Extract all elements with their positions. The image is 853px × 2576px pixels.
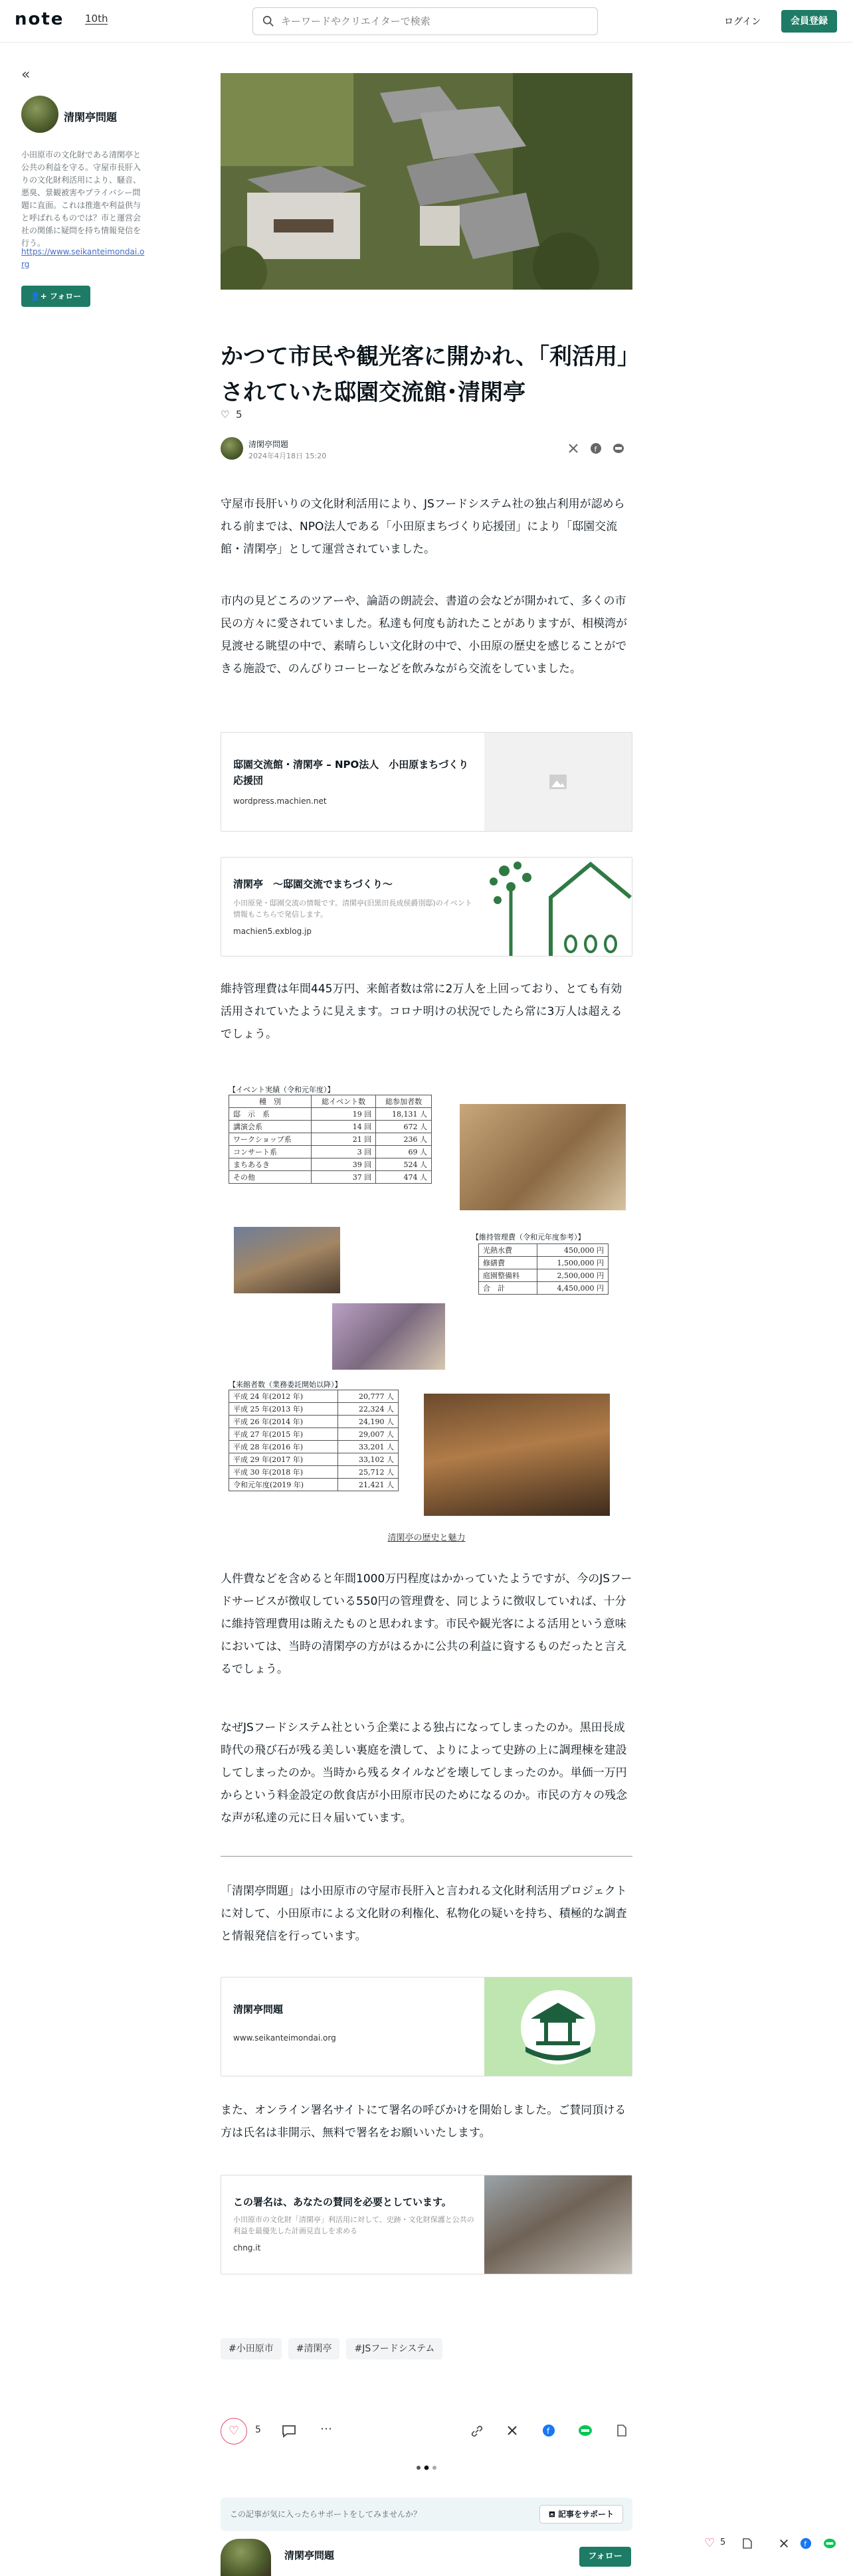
avatar[interactable] bbox=[21, 96, 58, 133]
x-share-icon[interactable] bbox=[567, 442, 579, 454]
photo-interior bbox=[424, 1394, 610, 1516]
facebook-share-icon[interactable] bbox=[590, 442, 602, 454]
x-share-icon[interactable] bbox=[506, 2425, 518, 2437]
add-user-icon: 👤+ bbox=[30, 292, 47, 301]
line-share-icon[interactable] bbox=[613, 442, 624, 454]
likes-value: 5 bbox=[236, 409, 242, 420]
table-cell: 22,324 人 bbox=[338, 1403, 399, 1416]
support-prompt: この記事が気に入ったらサポートをしてみませんか？ bbox=[230, 2510, 422, 2519]
creator-website-link[interactable]: https://www.seikanteimondai.org bbox=[21, 247, 145, 269]
hashtag-seikantei[interactable]: #清閑亭 bbox=[288, 2338, 340, 2359]
photo-display-room bbox=[460, 1104, 626, 1210]
table-row bbox=[229, 1121, 432, 1133]
table-row bbox=[229, 1466, 399, 1479]
facebook-share-icon[interactable] bbox=[542, 2424, 555, 2437]
facility-stats-figure bbox=[221, 1077, 632, 1539]
floating-share-bar bbox=[704, 2532, 844, 2555]
table-cell: 1,500,000 円 bbox=[537, 1257, 608, 1269]
hashtag-list bbox=[221, 2338, 449, 2359]
creator-description: 小田原市の文化財である清閑亭と公共の利益を守る。守屋市長肝入りの文化財利活用により、騒音、悪臭、景観被害やプライバシー問題に直面。これは推進や利益供与と呼ばれるものでは？市と運営会社の関係に疑問を持ち情報発信を行う。 bbox=[21, 150, 142, 248]
search-input[interactable] bbox=[281, 8, 587, 35]
note-logo[interactable]: note bbox=[15, 9, 64, 29]
table-cell: 平成 27 年(2015 年) bbox=[229, 1428, 338, 1441]
table-row bbox=[479, 1282, 609, 1295]
costs-table-title: 【維持管理費（令和元年度参考）】 bbox=[472, 1233, 585, 1242]
table-cell: 3 回 bbox=[312, 1146, 376, 1158]
float-like-count[interactable]: 5 bbox=[720, 2537, 726, 2547]
table-row bbox=[229, 1441, 399, 1453]
article-title: かつて市民や観光客に開かれ、｢利活用｣されていた邸園交流館･清閑亭 bbox=[221, 343, 629, 406]
table-cell: ワークショップ系 bbox=[229, 1133, 312, 1146]
table-cell: 平成 28 年(2016 年) bbox=[229, 1441, 338, 1453]
paragraph-2: 市内の見どころのツアーや、論語の朗読会、書道の会などが開かれて、多くの市民の方々に愛されていました。私達も何度も訪れたことがありますが、相模湾が見渡せる眺望の中で、素晴らしい文化財の中で、小田原の歴史を感じることができる施設で、のんびりコーヒーなどを飲みながら交流をしていました。 bbox=[221, 595, 627, 676]
table-cell: 修繕費 bbox=[479, 1257, 537, 1269]
creator-name[interactable]: 清閑亭問題 bbox=[64, 111, 118, 124]
table-cell: 20,777 人 bbox=[338, 1390, 399, 1403]
signup-button[interactable]: 会員登録 bbox=[781, 10, 837, 33]
card-thumbnail-building-photo bbox=[484, 2175, 632, 2274]
heart-icon[interactable]: ♡ bbox=[704, 2536, 715, 2550]
search-box[interactable] bbox=[252, 7, 598, 35]
table-row bbox=[229, 1453, 399, 1466]
like-button[interactable] bbox=[221, 2418, 247, 2444]
site-header bbox=[0, 0, 853, 43]
facebook-share-icon[interactable] bbox=[800, 2537, 812, 2549]
table-header: 総参加者数 bbox=[376, 1095, 432, 1108]
card-thumbnail bbox=[484, 858, 632, 957]
link-card-machien[interactable] bbox=[221, 732, 632, 832]
line-share-icon[interactable] bbox=[578, 2424, 593, 2437]
table-cell: 21 回 bbox=[312, 1133, 376, 1146]
comment-icon[interactable] bbox=[282, 2425, 296, 2438]
table-cell: 平成 25 年(2013 年) bbox=[229, 1403, 338, 1416]
embed-icon[interactable] bbox=[615, 2424, 628, 2437]
pavilion-logo-icon bbox=[484, 1978, 632, 2076]
table-cell: 平成 29 年(2017 年) bbox=[229, 1453, 338, 1466]
author-avatar[interactable] bbox=[221, 437, 243, 460]
table-cell: 33,201 人 bbox=[338, 1441, 399, 1453]
card-thumbnail-placeholder bbox=[484, 733, 632, 832]
table-row bbox=[229, 1108, 432, 1121]
like-count[interactable]: 5 bbox=[255, 2425, 261, 2435]
paragraph-6: 「清閑亭問題」は小田原市の守屋市長肝入と言われる文化財利活用プロジェクトに対して、小田原市による文化財の利権化、私物化の疑いを持ち、積極的な調査と情報発信を行っています。 bbox=[221, 1885, 627, 1943]
table-row bbox=[479, 1257, 609, 1269]
visitors-table bbox=[229, 1390, 399, 1491]
table-cell: 24,190 人 bbox=[338, 1416, 399, 1428]
table-cell: 21,421 人 bbox=[338, 1479, 399, 1491]
login-link[interactable]: ログイン bbox=[724, 17, 761, 27]
table-cell: 37 回 bbox=[312, 1171, 376, 1184]
table-cell: 講演会系 bbox=[229, 1121, 312, 1133]
heart-icon: ♡ bbox=[228, 2424, 240, 2438]
photo-lecture bbox=[234, 1227, 340, 1293]
table-cell: 524 人 bbox=[376, 1158, 432, 1171]
photo-workshop bbox=[332, 1303, 445, 1370]
heart-icon: ♡ bbox=[221, 409, 230, 420]
table-cell: 平成 30 年(2018 年) bbox=[229, 1466, 338, 1479]
table-cell: 庭園整備料 bbox=[479, 1269, 537, 1282]
bottom-author-row bbox=[221, 2536, 632, 2576]
table-cell: 29,007 人 bbox=[338, 1428, 399, 1441]
collapse-sidebar-icon[interactable]: « bbox=[21, 66, 31, 83]
paragraph-1: 守屋市長肝いりの文化財利活用により、JSフードシステム社の独占利用が認められる前までは、NPO法人である「小田原まちづくり応援団」により「邸園交流館・清閑亭」として運営されていました。 bbox=[221, 498, 625, 556]
link-card-seikanteimondai[interactable] bbox=[221, 1977, 632, 2076]
events-table bbox=[229, 1095, 432, 1184]
costs-table bbox=[478, 1243, 609, 1295]
table-row bbox=[229, 1390, 399, 1403]
table-row bbox=[229, 1416, 399, 1428]
table-row bbox=[229, 1479, 399, 1491]
table-row bbox=[479, 1244, 609, 1257]
table-header: 種 別 bbox=[229, 1095, 312, 1108]
events-table-title: 【イベント実績（令和元年度）】 bbox=[229, 1085, 335, 1094]
table-cell: 平成 26 年(2014 年) bbox=[229, 1416, 338, 1428]
support-icon: ⛾ bbox=[548, 2510, 555, 2519]
table-cell: 69 人 bbox=[376, 1146, 432, 1158]
card-url: www.seikanteimondai.org bbox=[233, 2033, 336, 2043]
table-row bbox=[229, 1158, 432, 1171]
table-cell: 236 人 bbox=[376, 1133, 432, 1146]
follow-label: フォロー bbox=[49, 292, 82, 301]
card-description: 小田原市の文化財「清閑亭」利活用に対して、史跡・文化財保護と公共の利益を最優先した計画見直しを求める bbox=[233, 2215, 474, 2235]
svg-text:f: f bbox=[594, 445, 597, 454]
divider bbox=[221, 1856, 632, 1857]
card-title: 清閑亭 ～邸園交流でまちづくり～ bbox=[233, 878, 393, 890]
figure-caption[interactable]: 清閑亭の歴史と魅力 bbox=[387, 1533, 466, 1543]
table-cell: 19 回 bbox=[312, 1108, 376, 1121]
author-avatar[interactable] bbox=[221, 2539, 271, 2576]
table-row bbox=[479, 1269, 609, 1282]
card-url: chng.it bbox=[233, 2243, 261, 2253]
table-cell: 18,131 人 bbox=[376, 1108, 432, 1121]
table-cell: コンサート系 bbox=[229, 1146, 312, 1158]
publish-date: 2024年4月18日 15:20 bbox=[248, 452, 327, 460]
table-cell: 672 人 bbox=[376, 1121, 432, 1133]
follow-button[interactable] bbox=[21, 286, 90, 307]
article-action-bar bbox=[221, 2417, 632, 2448]
card-thumbnail bbox=[484, 1978, 632, 2076]
table-row bbox=[229, 1428, 399, 1441]
paragraph-5: なぜJSフードシステム社という企業による独占になってしまったのか。黒田長成時代の飛び石が残る美しい裏庭を潰して、よりによって史跡の上に調理棟を建設してしまったのか。当時から残るタイルなどを壊してしまったのか。単価一万円からという料金設定の飲食店が小田原市民のためになるのか。市民の方々の残念な声が私達の元に日々届いています。 bbox=[221, 1721, 627, 1825]
image-placeholder-icon bbox=[484, 733, 632, 832]
card-title: 邸園交流館・清閑亭 – NPO法人 小田原まちづくり応援団 bbox=[233, 759, 469, 786]
svg-text:f: f bbox=[804, 2539, 807, 2549]
author-name[interactable]: 清閑亭問題 bbox=[248, 440, 289, 449]
table-row bbox=[229, 1133, 432, 1146]
embed-icon[interactable] bbox=[741, 2537, 753, 2549]
table-header: 総イベント数 bbox=[312, 1095, 376, 1108]
card-url: machien5.exblog.jp bbox=[233, 927, 312, 936]
table-cell: その他 bbox=[229, 1171, 312, 1184]
search-icon bbox=[262, 15, 274, 27]
events-header-row bbox=[229, 1095, 432, 1108]
support-article-button[interactable] bbox=[539, 2505, 623, 2524]
carousel-dots[interactable] bbox=[413, 2464, 440, 2471]
table-cell: 4,450,000 円 bbox=[537, 1282, 608, 1295]
table-cell: 合 計 bbox=[479, 1282, 537, 1295]
card-description: 小田原発・邸園交流の情報です。清閑亭(旧黒田長成侯爵別邸)のイベント情報もこちらで発信します。 bbox=[233, 899, 472, 919]
more-options-icon[interactable]: ⋯ bbox=[320, 2422, 332, 2436]
logo-badge: 10th bbox=[85, 13, 108, 25]
card-url: wordpress.machien.net bbox=[233, 796, 327, 806]
table-cell: 14 回 bbox=[312, 1121, 376, 1133]
table-cell: 令和元年度(2019 年) bbox=[229, 1479, 338, 1491]
table-cell: 光熱水費 bbox=[479, 1244, 537, 1257]
hashtag-odawara[interactable]: #小田原市 bbox=[221, 2338, 282, 2359]
follow-button[interactable]: フォロー bbox=[579, 2547, 631, 2567]
support-box bbox=[221, 2498, 632, 2531]
house-logo-illustration bbox=[484, 858, 632, 957]
support-label: 記事をサポート bbox=[557, 2510, 614, 2519]
line-share-icon[interactable] bbox=[822, 2537, 837, 2549]
table-cell: 25,712 人 bbox=[338, 1466, 399, 1479]
copy-link-icon[interactable] bbox=[470, 2425, 484, 2438]
link-card-exblog[interactable] bbox=[221, 857, 632, 957]
card-title: 清閑亭問題 bbox=[233, 2003, 284, 2015]
table-cell: 450,000 円 bbox=[537, 1244, 608, 1257]
hashtag-js-food-system[interactable]: #JSフードシステム bbox=[346, 2338, 442, 2359]
svg-text:f: f bbox=[547, 2427, 550, 2436]
visitors-table-title: 【来館者数（業務委託開始以降）】 bbox=[229, 1380, 342, 1389]
author-name[interactable]: 清閑亭問題 bbox=[284, 2549, 335, 2561]
table-row bbox=[229, 1403, 399, 1416]
table-cell: 邸 示 系 bbox=[229, 1108, 312, 1121]
hero-image bbox=[221, 73, 632, 290]
paragraph-4: 人件費などを含めると年間1000万円程度はかかっていたようですが、今のJSフードサービスが徴収している550円の管理費を、同じように徴収していれば、十分に維持管理費用は賄えたものと思われます。市民や観光客による活用という意味においては、当時の清閑亭の方がはるかに公共の利益に資するものだったと言えるでしょう。 bbox=[221, 1572, 632, 1676]
table-cell: 平成 24 年(2012 年) bbox=[229, 1390, 338, 1403]
like-count-top[interactable] bbox=[221, 409, 242, 420]
table-cell: 33,102 人 bbox=[338, 1453, 399, 1466]
link-card-change-org[interactable] bbox=[221, 2175, 632, 2274]
paragraph-3: 維持管理費は年間445万円、来館者数は常に2万人を上回っており、とても有効活用されていたように見えます。コロナ明けの状況でしたら常に3万人は超えるでしょう。 bbox=[221, 982, 622, 1041]
x-share-icon[interactable] bbox=[779, 2538, 789, 2549]
card-title: この署名は、あなたの賛同を必要としています。 bbox=[233, 2196, 452, 2208]
table-row bbox=[229, 1146, 432, 1158]
table-cell: まちあるき bbox=[229, 1158, 312, 1171]
table-cell: 474 人 bbox=[376, 1171, 432, 1184]
table-cell: 39 回 bbox=[312, 1158, 376, 1171]
table-cell: 2,500,000 円 bbox=[537, 1269, 608, 1282]
author-row bbox=[221, 436, 632, 465]
paragraph-7: また、オンライン署名サイトにて署名の呼びかけを開始しました。ご賛同頂ける方は氏名は非開示、無料で署名をお願いいたします。 bbox=[221, 2104, 626, 2140]
table-row bbox=[229, 1171, 432, 1184]
hero-photo bbox=[221, 73, 632, 290]
